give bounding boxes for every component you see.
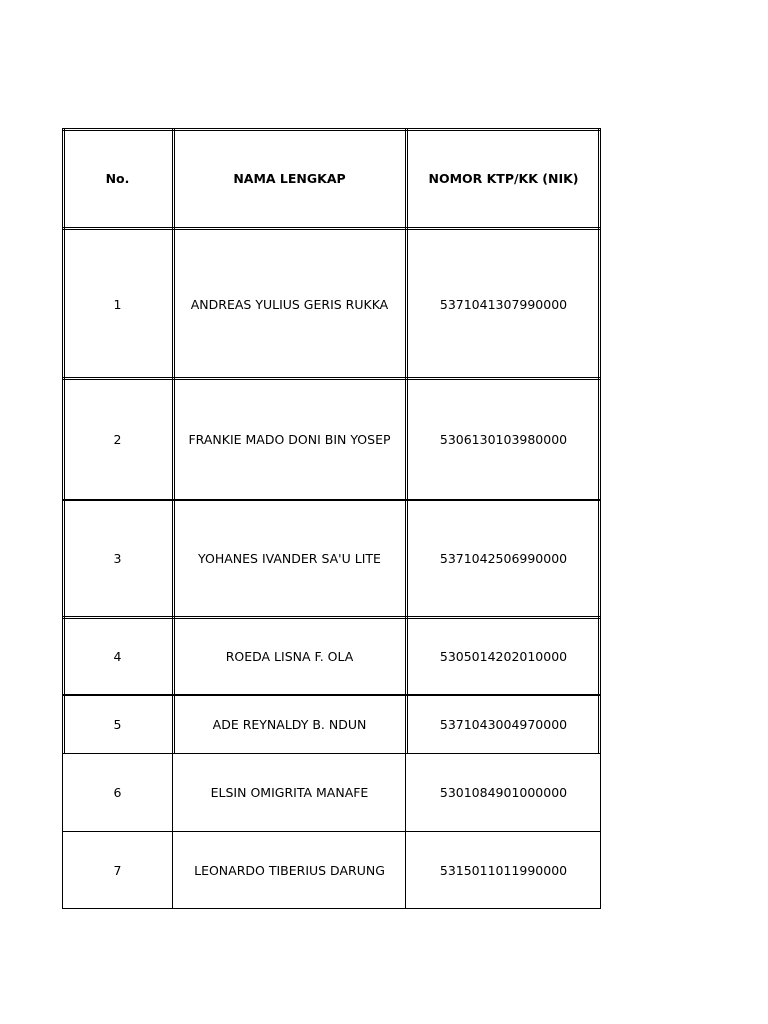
- row-divider: [62, 694, 601, 696]
- row-divider: [62, 379, 601, 380]
- cell-no: 1: [113, 296, 122, 312]
- cell-nik: 5315011011990000: [439, 862, 568, 878]
- cell-no: 6: [113, 784, 122, 800]
- cell-no: 5: [113, 716, 122, 732]
- row-divider: [62, 618, 601, 619]
- cell-nik: 5306130103980000: [439, 432, 568, 447]
- column-divider: [172, 128, 173, 909]
- cell-nama: LEONARDO TIBERIUS DARUNG: [194, 862, 385, 878]
- row-divider: [62, 227, 601, 228]
- cell-nik: 5371041307990000: [439, 296, 568, 312]
- table-border-top: [62, 128, 601, 129]
- cell-no: 2: [113, 432, 122, 447]
- cell-nik: 5371042506990000: [439, 551, 568, 566]
- cell-nik: 5371043004970000: [439, 716, 568, 732]
- column-divider: [407, 128, 408, 753]
- row-divider: [62, 229, 601, 230]
- cell-no: 7: [113, 862, 122, 878]
- cell-nama: ADE REYNALDY B. NDUN: [212, 716, 367, 732]
- table-border-bottom: [62, 908, 601, 909]
- cell-nama: ROEDA LISNA F. OLA: [225, 648, 354, 664]
- header-nomor-ktp: NOMOR KTP/KK (NIK): [428, 170, 579, 186]
- row-divider: [62, 377, 601, 378]
- cell-nama: ELSIN OMIGRITA MANAFE: [210, 784, 369, 800]
- cell-nik: 5301084901000000: [439, 784, 568, 800]
- header-no: No.: [105, 170, 130, 186]
- cell-nama: ANDREAS YULIUS GERIS RUKKA: [190, 296, 389, 312]
- cell-no: 4: [113, 648, 122, 664]
- table-border-left-inner: [64, 128, 65, 753]
- row-divider: [62, 616, 601, 617]
- cell-nik: 5305014202010000: [439, 648, 568, 664]
- table-border-left: [62, 128, 63, 909]
- table-border-top-inner: [62, 130, 601, 131]
- column-divider: [174, 128, 175, 753]
- cell-nama: YOHANES IVANDER SA'U LITE: [198, 551, 381, 566]
- table-border-right: [600, 128, 601, 909]
- row-divider: [62, 499, 601, 501]
- data-table: [62, 128, 601, 909]
- column-divider: [405, 128, 406, 909]
- cell-nama: FRANKIE MADO DONI BIN YOSEP: [188, 432, 391, 447]
- header-nama-lengkap: NAMA LENGKAP: [233, 170, 346, 186]
- cell-no: 3: [113, 551, 122, 566]
- row-divider: [62, 753, 601, 754]
- row-divider: [62, 831, 601, 832]
- table-border-right-inner: [598, 128, 599, 753]
